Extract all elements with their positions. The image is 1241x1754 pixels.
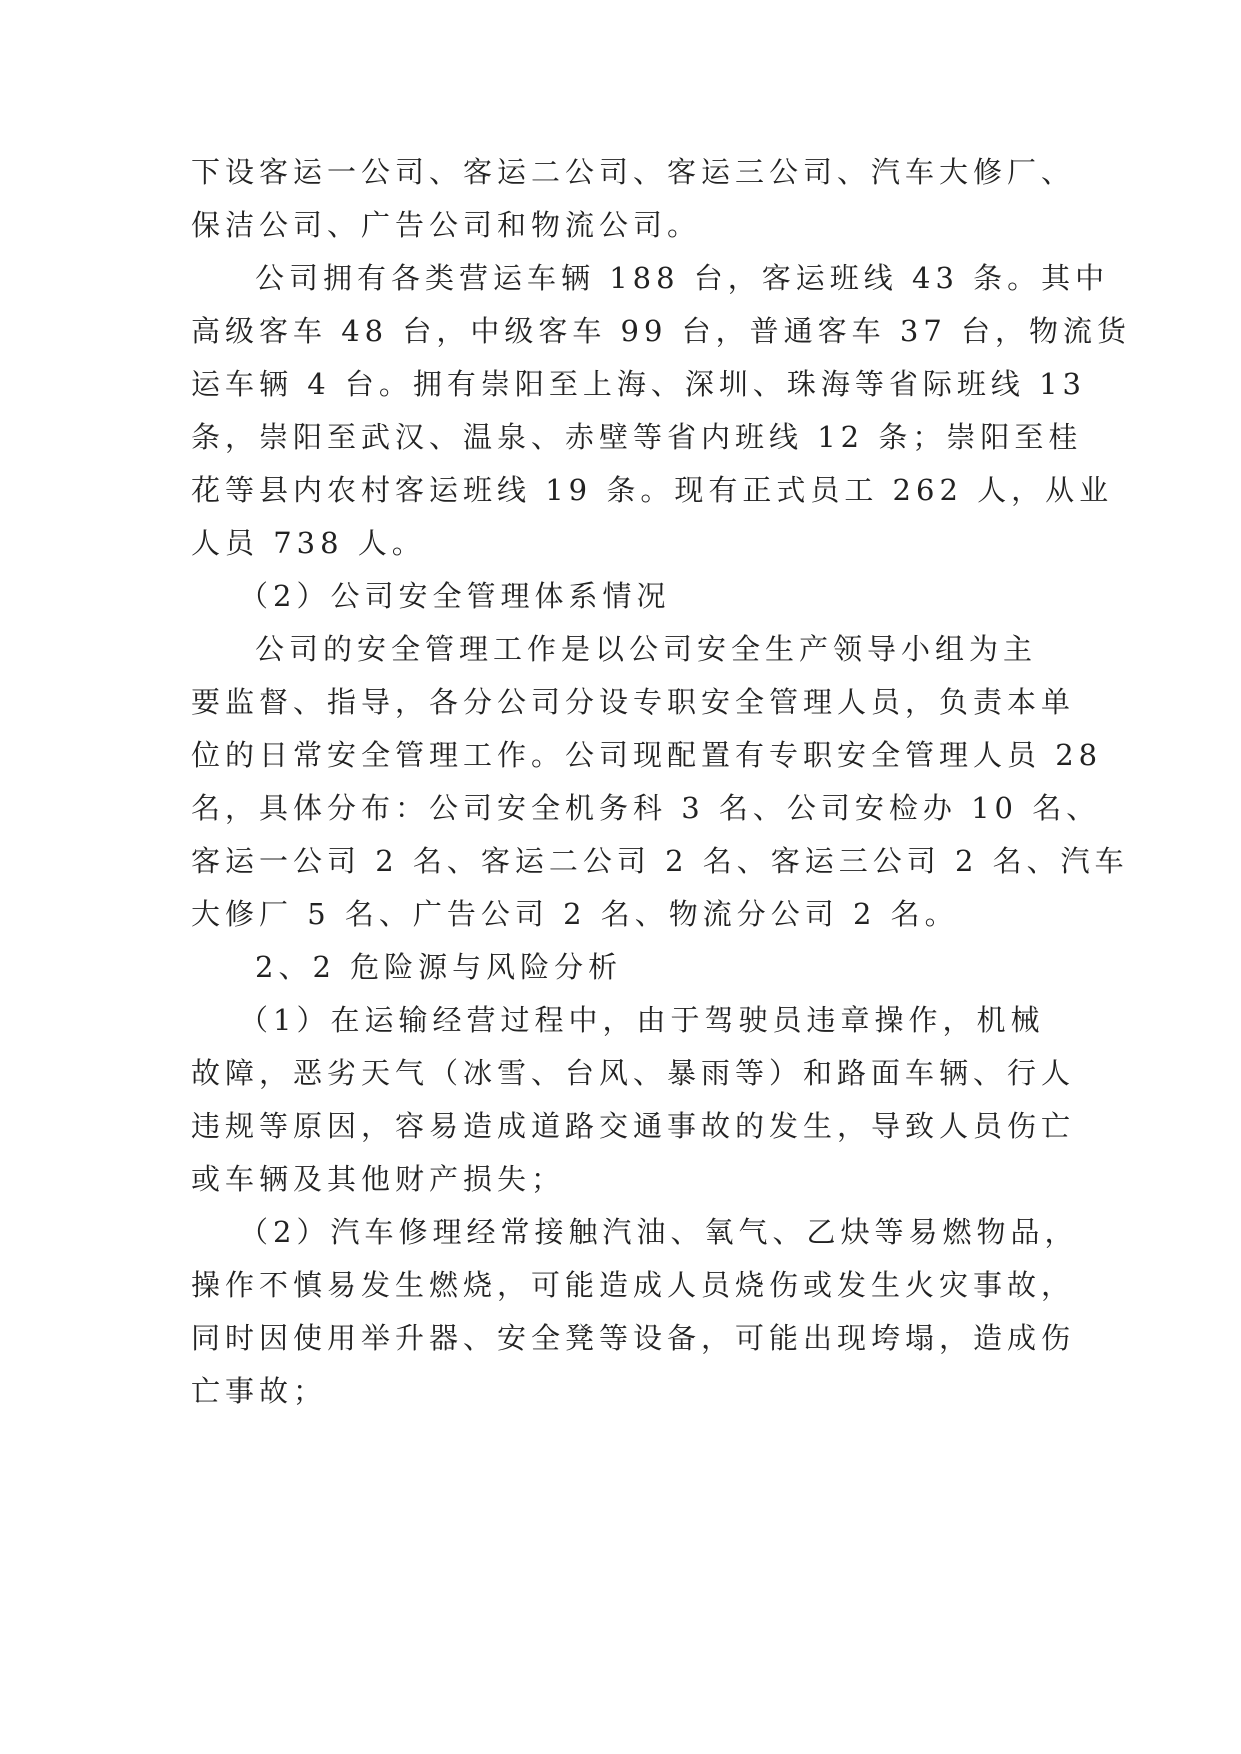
paragraph-start: 公司拥有各类营运车辆 188 台，客运班线 43 条。其中 (255, 261, 1110, 295)
paragraph-start: （1）在运输经营过程中，由于驾驶员违章操作，机械 (239, 1003, 1045, 1037)
paragraph-start: 公司的安全管理工作是以公司安全生产领导小组为主 (255, 632, 1038, 666)
text-line: 同时因使用举升器、安全凳等设备，可能出现垮塌，造成伤 (191, 1321, 1076, 1355)
section-heading: （2）公司安全管理体系情况 (239, 579, 671, 613)
text-line: 违规等原因，容易造成道路交通事故的发生，导致人员伤亡 (191, 1109, 1076, 1143)
text-line: 条，崇阳至武汉、温泉、赤壁等省内班线 12 条；崇阳至桂 (191, 420, 1083, 454)
text-line: 要监督、指导，各分公司分设专职安全管理人员，负责本单 (191, 685, 1076, 719)
section-heading: 2、2 危险源与风险分析 (255, 950, 623, 984)
paragraph-start: （2）汽车修理经常接触汽油、氧气、乙炔等易燃物品， (239, 1215, 1079, 1249)
text-line: 下设客运一公司、客运二公司、客运三公司、汽车大修厂、 (191, 155, 1076, 189)
text-line: 故障，恶劣天气（冰雪、台风、暴雨等）和路面车辆、行人 (191, 1056, 1076, 1090)
text-line: 客运一公司 2 名、客运二公司 2 名、客运三公司 2 名、汽车 (191, 844, 1129, 878)
text-line: 运车辆 4 台。拥有崇阳至上海、深圳、珠海等省际班线 13 (191, 367, 1087, 401)
text-line: 花等县内农村客运班线 19 条。现有正式员工 262 人，从业 (191, 473, 1114, 507)
text-line: 人员 738 人。 (191, 526, 426, 560)
text-line: 亡事故； (191, 1374, 328, 1408)
text-line: 名，具体分布：公司安全机务科 3 名、公司安检办 10 名、 (191, 791, 1101, 825)
text-line: 操作不慎易发生燃烧，可能造成人员烧伤或发生火灾事故， (191, 1268, 1076, 1302)
text-line: 位的日常安全管理工作。公司现配置有专职安全管理人员 28 (191, 738, 1103, 772)
text-line: 或车辆及其他财产损失； (191, 1162, 566, 1196)
text-line: 高级客车 48 台，中级客车 99 台，普通客车 37 台，物流货 (191, 314, 1132, 348)
text-line: 保洁公司、广告公司和物流公司。 (191, 208, 702, 242)
text-line: 大修厂 5 名、广告公司 2 名、物流分公司 2 名。 (191, 897, 959, 931)
